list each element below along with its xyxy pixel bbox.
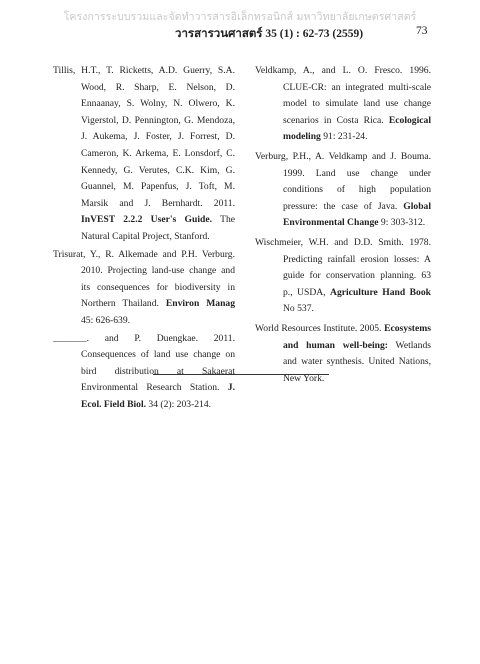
watermark-text: โครงการระบบรวมและจัดทำวารสารอิเล็กทรอนิกส์ มหาวิทยาลัยเกษตรศาสตร์ [63, 11, 417, 23]
page-number: 73 [416, 25, 428, 37]
end-rule [153, 374, 329, 375]
reference-entry: Verburg, P.H., A. Veldkamp and J. Bouma. 1999. Land use change under conditions of high population pressure: the case of Java. Global Environmental Change 9: 303-312. [255, 150, 431, 229]
journal-citation: วารสารวนศาสตร์ 35 (1) : 62-73 (2559) [175, 28, 364, 40]
reference-entry: Tillis, H.T., T. Ricketts, A.D. Guerry, S.A. Wood, R. Sharp, E. Nelson, D. Ennaanay, S. Wolny, N. Olwero, K. Vigerstol, D. Pennington, G. Mendoza, J. Aukema, J. Foster, J. Forrest, D. Cameron, K. Arkema, E. Lonsdorf, C. Kennedy, G. Verutes, C.K. Kim, G. Guannel, M. Papenfus, J. Toft, M. Marsik and J. Bernhardt. 2011. InVEST 2.2.2 User's Guide. The Natural Capital Project, Stanford. [53, 65, 236, 242]
reference-entry: Veldkamp, A., and L. O. Fresco. 1996. CLUE-CR: an integrated multi-scale model to simulate land use change scenarios in Costa Rica. Ecological modeling 91: 231-24. [255, 65, 431, 143]
reference-entry: World Resources Institute. 2005. Ecosystems and human well-being: Wetlands and water synthesis. United Nations, New York. [255, 322, 432, 384]
references-right-column [255, 63, 431, 387]
references-left-column [53, 63, 235, 413]
reference-entry: Wischmeier, W.H. and D.D. Smith. 1978. Predicting rainfall erosion losses: A guide for conservation planning. 63 p., USDA, Agriculture Hand Book No 537. [255, 236, 431, 315]
reference-entry: _______. and P. Duengkae. 2011. Consequences of land use change on bird distribution at Sakaerat Environmental Research Station. J. Ecol. Field Biol. 34 (2): 203-214. [53, 332, 235, 410]
reference-entry: Trisurat, Y., R. Alkemade and P.H. Verburg. 2010. Projecting land-use change and its consequences for biodiversity in Northern Thailand. Environ Manag 45: 626-639. [53, 248, 235, 326]
